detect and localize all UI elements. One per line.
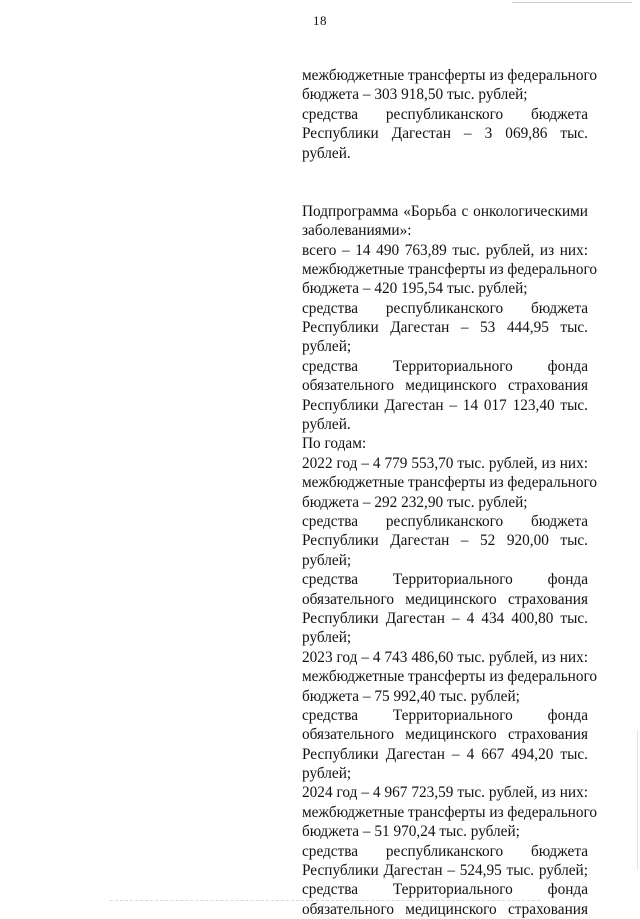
text-line: бюджета – 51 970,24 тыс. рублей;: [302, 823, 520, 841]
text-line: межбюджетные трансферты из федерального: [302, 668, 598, 686]
text-line: межбюджетные трансферты из федерального: [302, 67, 598, 84]
scan-right-edge: [637, 730, 638, 870]
text-line: Республики Дагестан – 53 444,95 тыс.: [302, 319, 588, 337]
page-number: 18: [313, 13, 327, 28]
text-line: средства Территориального фонда: [302, 571, 588, 589]
text-line: Республики Дагестан – 3 069,86 тыс.: [302, 125, 588, 143]
text-line: обязательного медицинского страхования: [302, 900, 588, 918]
text-line: средства республиканского бюджета: [302, 299, 588, 317]
text-line: обязательного медицинского страхования: [302, 590, 588, 608]
scan-bottom-rule: [110, 900, 540, 901]
text-line: межбюджетные трансферты из федерального: [302, 474, 598, 492]
text-line: 2024 год – 4 967 723,59 тыс. рублей, из них:: [302, 784, 588, 802]
text-line: обязательного медицинского страхования: [302, 726, 588, 744]
text-line: Республики Дагестан – 524,95 тыс. рублей;: [302, 862, 588, 880]
text-line: средства республиканского бюджета: [302, 105, 588, 123]
text-line: межбюджетные трансферты из федерального: [302, 803, 598, 821]
text-line: рублей.: [302, 416, 351, 434]
text-line: Республики Дагестан – 14 017 123,40 тыс.: [302, 396, 588, 414]
text-line: заболеваниями»:: [302, 222, 412, 240]
text-line: межбюджетные трансферты из федерального: [302, 260, 598, 278]
text-line: Республики Дагестан – 4 434 400,80 тыс.: [302, 609, 588, 627]
document-body: [302, 66, 598, 919]
scan-top-rule: [512, 2, 632, 3]
text-line: рублей;: [302, 765, 352, 783]
text-line: средства республиканского бюджета: [302, 512, 588, 530]
text-line: рублей;: [302, 629, 352, 647]
text-line: обязательного медицинского страхования: [302, 377, 588, 395]
blank-line: [302, 163, 588, 182]
text-line: Подпрограмма «Борьба с онкологическими: [302, 202, 588, 220]
blank-line: [302, 182, 588, 201]
text-line: 2022 год – 4 779 553,70 тыс. рублей, из них:: [302, 454, 588, 472]
text-line: Республики Дагестан – 4 667 494,20 тыс.: [302, 745, 588, 763]
text-line: рублей;: [302, 338, 352, 356]
text-line: средства Территориального фонда: [302, 706, 588, 724]
text-line: бюджета – 75 992,40 тыс. рублей;: [302, 687, 520, 705]
text-line: рублей.: [302, 144, 351, 162]
text-line: 2023 год – 4 743 486,60 тыс. рублей, из них:: [302, 648, 588, 666]
text-line: средства республиканского бюджета: [302, 842, 588, 860]
text-line: средства Территориального фонда: [302, 881, 588, 899]
text-line: бюджета – 303 918,50 тыс. рублей;: [302, 86, 528, 104]
text-line: По годам:: [302, 435, 367, 453]
text-line: всего – 14 490 763,89 тыс. рублей, из них:: [302, 241, 588, 259]
text-line: бюджета – 420 195,54 тыс. рублей;: [302, 280, 528, 298]
text-line: средства Территориального фонда: [302, 357, 588, 375]
text-line: рублей;: [302, 551, 352, 569]
text-line: Республики Дагестан – 52 920,00 тыс.: [302, 532, 588, 550]
text-line: бюджета – 292 232,90 тыс. рублей;: [302, 493, 528, 511]
